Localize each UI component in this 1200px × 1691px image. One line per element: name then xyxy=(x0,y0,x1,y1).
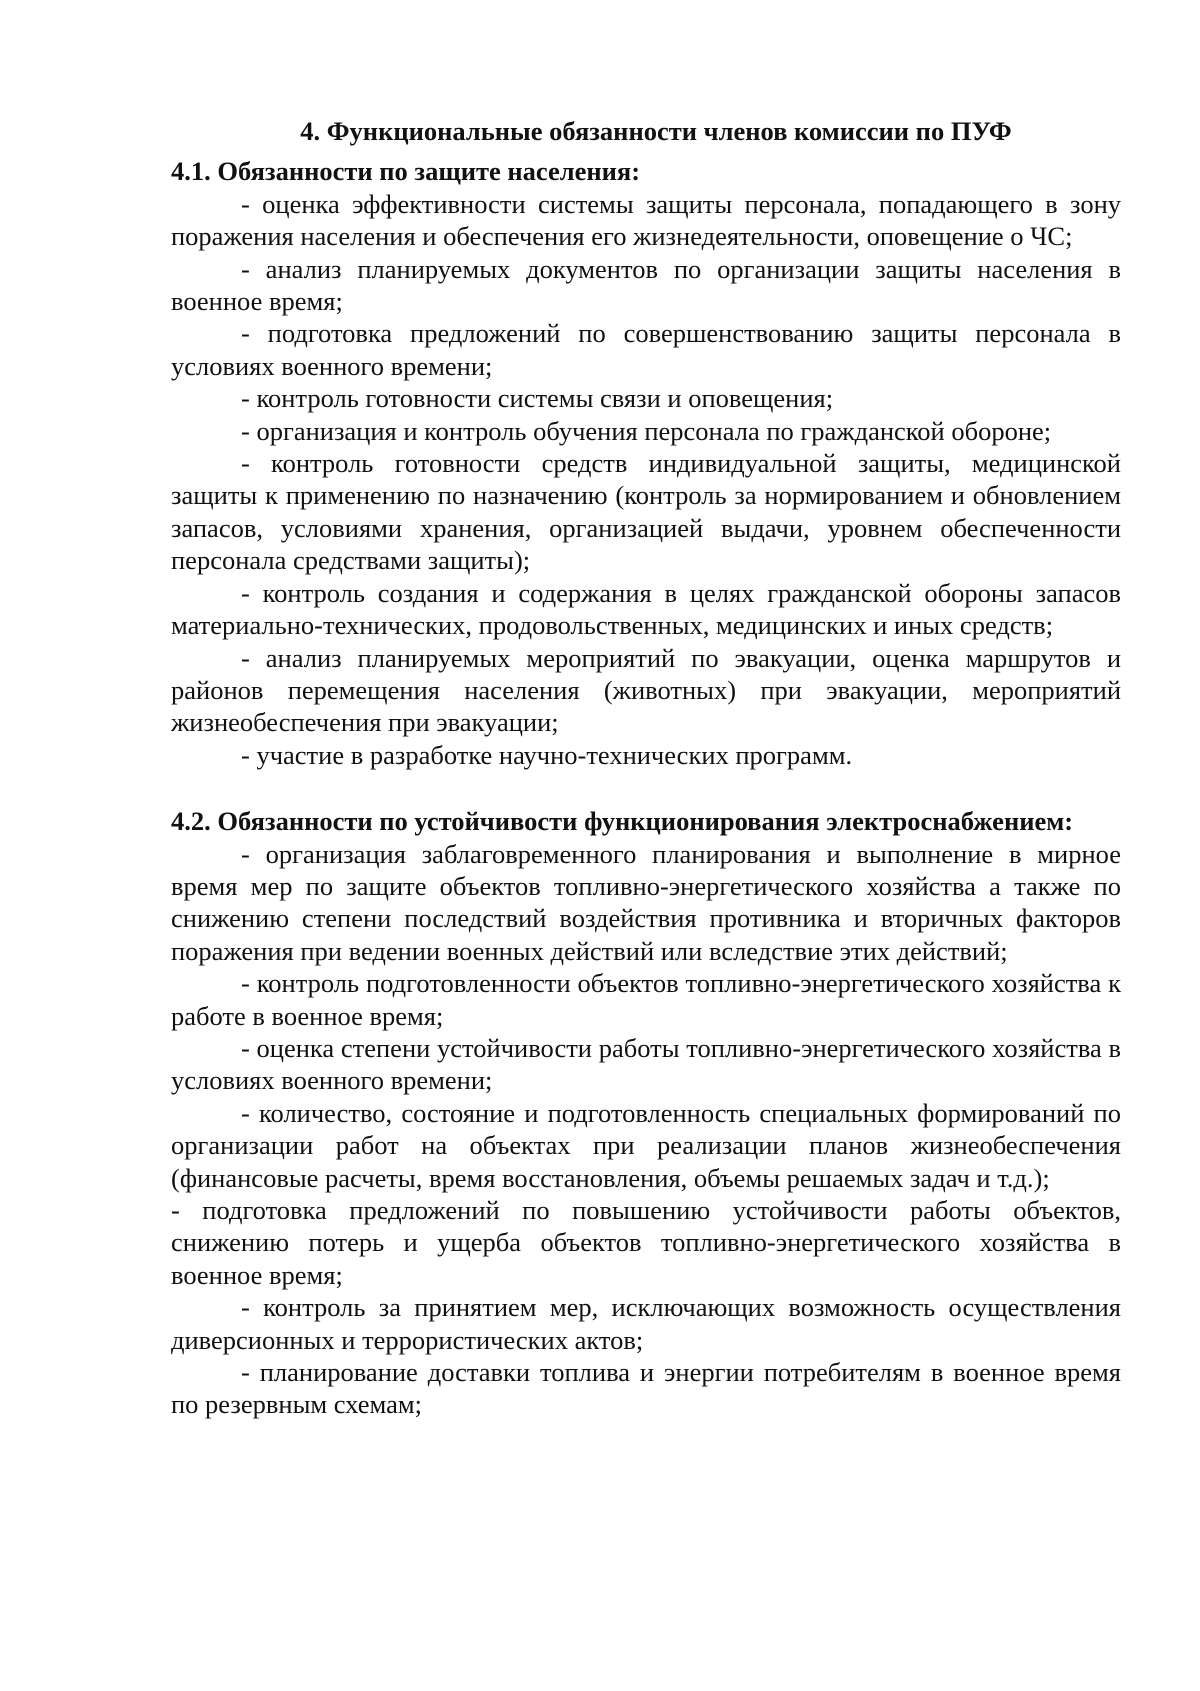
list-item: - организация заблаговременного планирования и выполнение в мирное время мер по защите объектов топливно-энергетического хозяйства а также по снижению степени последствий воздействия противника и вторичных факторов поражения при ведении военных действий или вследствие этих действий; xyxy=(171,838,1121,966)
section-heading-4-2: 4.2. Обязанности по устойчивости функционирования электроснабжением: xyxy=(171,806,1074,837)
list-item: - анализ планируемых документов по организации защиты населения в военное время; xyxy=(171,253,1121,317)
list-item: - организация и контроль обучения персонала по гражданской обороне; xyxy=(241,415,1052,446)
list-item: - количество, состояние и подготовленность специальных формирований по организации работ на объектах при реализации планов жизнеобеспечения (финансовые расчеты, время восстановления, объемы решаемых задач и т.д.); xyxy=(171,1097,1121,1193)
list-item: - оценка степени устойчивости работы топливно-энергетического хозяйства в условиях военного времени; xyxy=(171,1032,1121,1096)
list-item: - подготовка предложений по совершенствованию защиты персонала в условиях военного времени; xyxy=(171,318,1121,381)
section-spacer xyxy=(171,771,1121,805)
list-item: - контроль создания и содержания в целях гражданской обороны запасов материально-технических, продовольственных, медицинских и иных средств; xyxy=(171,577,1121,641)
list-item: - анализ планируемых мероприятий по эвакуации, оценка маршрутов и районов перемещения населения (животных) при эвакуации, мероприятий жизнеобеспечения при эвакуации; xyxy=(171,642,1121,738)
list-item: - контроль готовности системы связи и оповещения; xyxy=(241,383,834,414)
list-item: - оценка эффективности системы защиты персонала, попадающего в зону поражения населения и обеспечения его жизнедеятельности, оповещение о ЧС; xyxy=(171,188,1121,252)
list-item: - контроль готовности средств индивидуальной защиты, медицинской защиты к применению по назначению (контроль за нормированием и обновлением запасов, условиями хранения, организацией выдачи, уровнем обеспеченности персонала средствами защиты); xyxy=(171,448,1121,576)
document-title: 4. Функциональные обязанности членов комиссии по ПУФ xyxy=(300,116,1012,146)
list-item: - планирование доставки топлива и энергии потребителям в военное время по резервным схемам; xyxy=(171,1357,1121,1420)
list-item: - контроль подготовленности объектов топливно-энергетического хозяйства к работе в военное время; xyxy=(171,968,1121,1031)
list-item: - подготовка предложений по повышению устойчивости работы объектов, снижению потерь и ущерба объектов топливно-энергетического хозяйства в военное время; xyxy=(171,1195,1121,1290)
document-page xyxy=(171,115,1121,1421)
section-heading-4-1: 4.1. Обязанности по защите населения: xyxy=(171,156,641,187)
list-item: - участие в разработке научно-технических программ. xyxy=(241,739,853,770)
list-item: - контроль за принятием мер, исключающих возможность осуществления диверсионных и террористических актов; xyxy=(171,1292,1121,1355)
